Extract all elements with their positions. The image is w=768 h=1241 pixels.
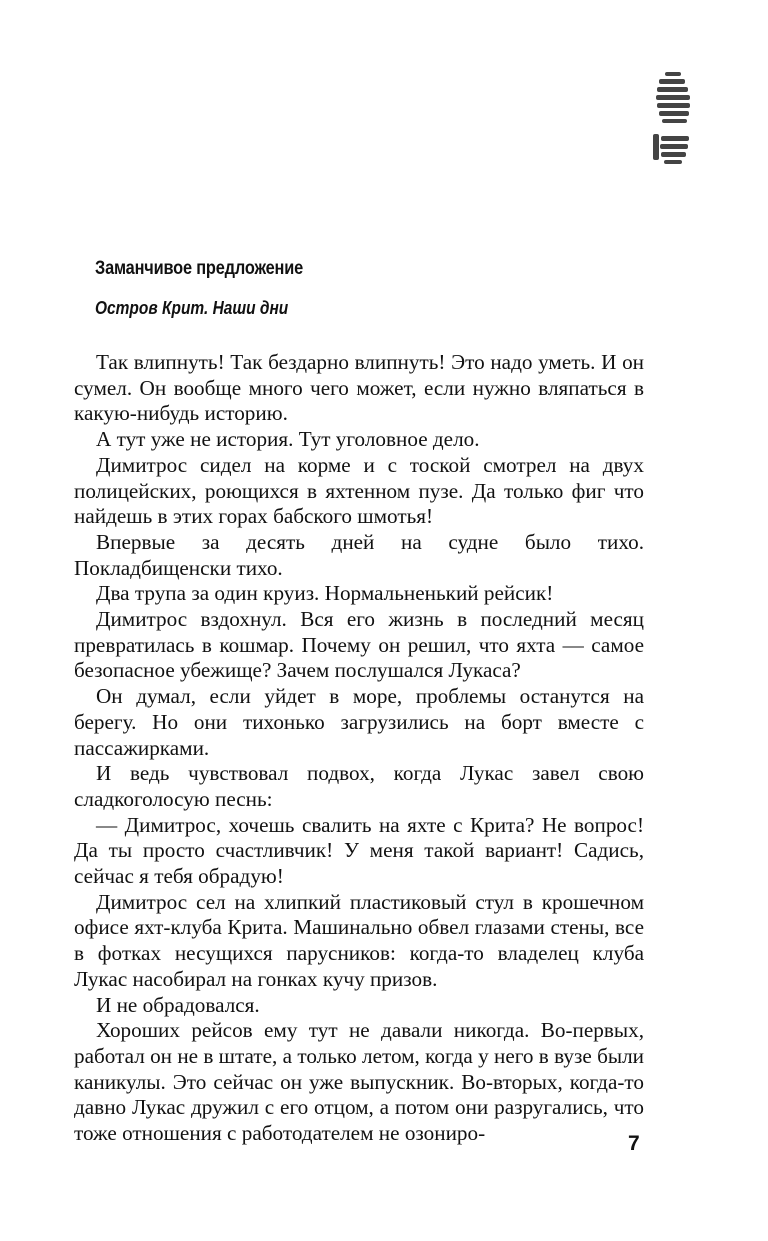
paragraph: — Димитрос, хочешь свалить на яхте с Крита? Не вопрос! Да ты просто счастливчик! У меня такой вариант! Садись, сейчас я тебя обрадую! [74,812,644,889]
paragraph: Впервые за десять дней на судне было тихо. Покладбищенски тихо. [74,529,644,580]
paragraph: Он думал, если уйдет в море, проблемы останутся на берегу. Но они тихонько загрузились на борт вместе с пассажирками. [74,684,644,760]
paragraph: Димитрос сел на хлипкий пластиковый стул в крошечном офисе яхт-клуба Крита. Машинально обвел глазами стены, все в фотках несущихся парусников: когда-то владелец клуба Лукас насобирал на гонках кучу призов. [74,889,644,991]
page-number: 7 [628,1132,640,1155]
paragraph: И не обрадовался. [96,992,260,1017]
footprint-logo-icon [650,70,698,170]
chapter-title: Заманчивое предложение [95,258,304,279]
paragraph: Димитрос сидел на корме и с тоской смотрел на двух полицейских, роющихся в яхтенном пузе. Да только фиг что найдешь в этих горах бабского шмотья! [74,452,644,529]
body-text [74,350,644,1147]
paragraph: А тут уже не история. Тут уголовное дело. [96,427,480,452]
paragraph: Так влипнуть! Так бездарно влипнуть! Это надо уметь. И он сумел. Он вообще много чего может, если нужно вляпаться в какую-нибудь историю. [74,350,644,426]
paragraph: Димитрос вздохнул. Вся его жизнь в последний месяц превратилась в кошмар. Почему он решил, что яхта — самое безопасное убежище? Зачем послушался Лукаса? [74,607,644,683]
paragraph: Два трупа за один круиз. Нормальненький рейсик! [96,581,554,606]
paragraph: И ведь чувствовал подвох, когда Лукас завел свою сладкоголосую песнь: [74,761,644,811]
paragraph: Хороших рейсов ему тут не давали никогда. Во-первых, работал он не в штате, а только летом, когда у него в вузе были каникулы. Это сейчас он уже выпускник. Во-вторых, когда-то давно Лукас дружил с его отцом, а потом они разругались, что тоже отношения с работодателем не озониро- [74,1018,644,1146]
chapter-subtitle: Остров Крит. Наши дни [95,298,289,318]
